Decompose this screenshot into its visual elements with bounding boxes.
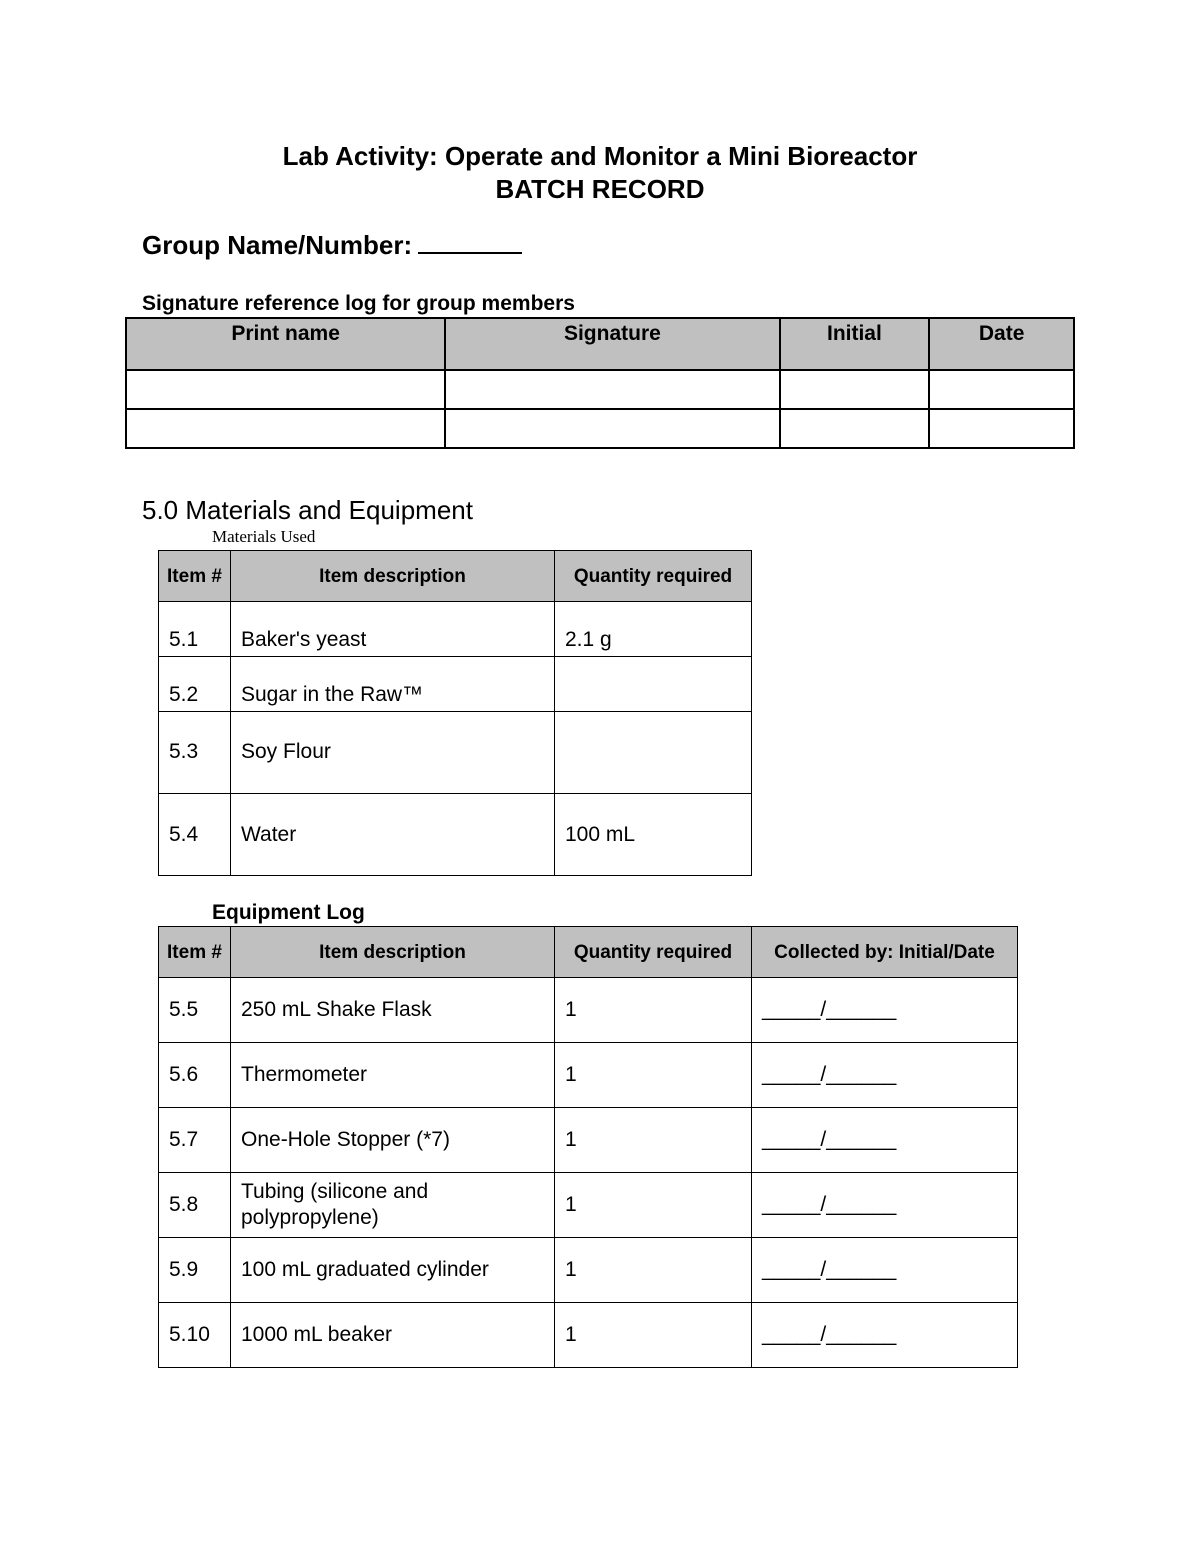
collected-by-field[interactable]: _____/______ [752,1108,1018,1173]
column-header: Item description [231,927,555,978]
item-number: 5.9 [159,1238,231,1303]
collected-by-field[interactable]: _____/______ [752,1303,1018,1368]
section-title: 5.0 Materials and Equipment [142,495,473,525]
item-quantity[interactable] [555,712,752,794]
table-row [159,1043,1018,1108]
item-description: 250 mL Shake Flask [231,978,555,1043]
item-quantity: 1 [555,1238,752,1303]
date-cell[interactable] [929,370,1074,409]
column-header: Quantity required [555,551,752,602]
item-number: 5.7 [159,1108,231,1173]
item-number: 5.10 [159,1303,231,1368]
item-quantity: 1 [555,1108,752,1173]
item-description: Baker's yeast [231,602,555,657]
item-number: 5.8 [159,1173,231,1238]
collected-by-field[interactable]: _____/______ [752,1043,1018,1108]
item-description: Water [231,794,555,876]
table-row [159,1303,1018,1368]
item-number: 5.5 [159,978,231,1043]
table-row [159,602,752,657]
item-description: Tubing (silicone and polypropylene) [231,1173,555,1238]
column-header: Date [929,318,1074,370]
item-number: 5.2 [159,657,231,712]
group-name-blank[interactable] [418,227,522,254]
item-description: 1000 mL beaker [231,1303,555,1368]
date-cell[interactable] [929,409,1074,448]
table-header-row [126,318,1074,370]
item-description: Soy Flour [231,712,555,794]
column-header: Item # [159,927,231,978]
materials-table [158,550,752,876]
item-quantity: 1 [555,978,752,1043]
signature-cell[interactable] [445,370,779,409]
collected-by-field[interactable]: _____/______ [752,1173,1018,1238]
table-row [159,712,752,794]
equipment-caption: Equipment Log [212,901,365,924]
print-name-cell[interactable] [126,409,445,448]
item-quantity[interactable]: 2.1 g [555,602,752,657]
item-quantity: 1 [555,1173,752,1238]
table-header-row [159,927,1018,978]
item-description: 100 mL graduated cylinder [231,1238,555,1303]
item-description: Sugar in the Raw™ [231,657,555,712]
item-number: 5.6 [159,1043,231,1108]
item-description: One-Hole Stopper (*7) [231,1108,555,1173]
collected-by-field[interactable]: _____/______ [752,978,1018,1043]
signature-log-table [125,317,1075,449]
column-header: Signature [445,318,779,370]
collected-by-field[interactable]: _____/______ [752,1238,1018,1303]
table-row [159,978,1018,1043]
print-name-cell[interactable] [126,370,445,409]
table-row [159,1238,1018,1303]
table-row [159,1108,1018,1173]
signature-log-heading: Signature reference log for group members [142,292,575,315]
item-number: 5.3 [159,712,231,794]
column-header: Initial [780,318,930,370]
page-subtitle: BATCH RECORD [495,174,705,204]
table-row [159,1173,1018,1238]
item-quantity[interactable]: 100 mL [555,794,752,876]
item-quantity: 1 [555,1043,752,1108]
column-header: Item # [159,551,231,602]
item-number: 5.4 [159,794,231,876]
table-row [126,409,1074,448]
initial-cell[interactable] [780,370,930,409]
item-number: 5.1 [159,602,231,657]
group-name-label: Group Name/Number: [142,230,413,260]
signature-cell[interactable] [445,409,779,448]
column-header: Print name [126,318,445,370]
table-row [159,657,752,712]
table-row [159,794,752,876]
initial-cell[interactable] [780,409,930,448]
page-title: Lab Activity: Operate and Monitor a Mini Bioreactor [282,141,918,171]
item-description: Thermometer [231,1043,555,1108]
equipment-table [158,926,1018,1368]
materials-caption: Materials Used [212,527,316,546]
table-header-row [159,551,752,602]
column-header: Item description [231,551,555,602]
group-name-field [142,227,522,262]
column-header: Collected by: Initial/Date [752,927,1018,978]
item-quantity: 1 [555,1303,752,1368]
table-row [126,370,1074,409]
column-header: Quantity required [555,927,752,978]
item-quantity[interactable] [555,657,752,712]
